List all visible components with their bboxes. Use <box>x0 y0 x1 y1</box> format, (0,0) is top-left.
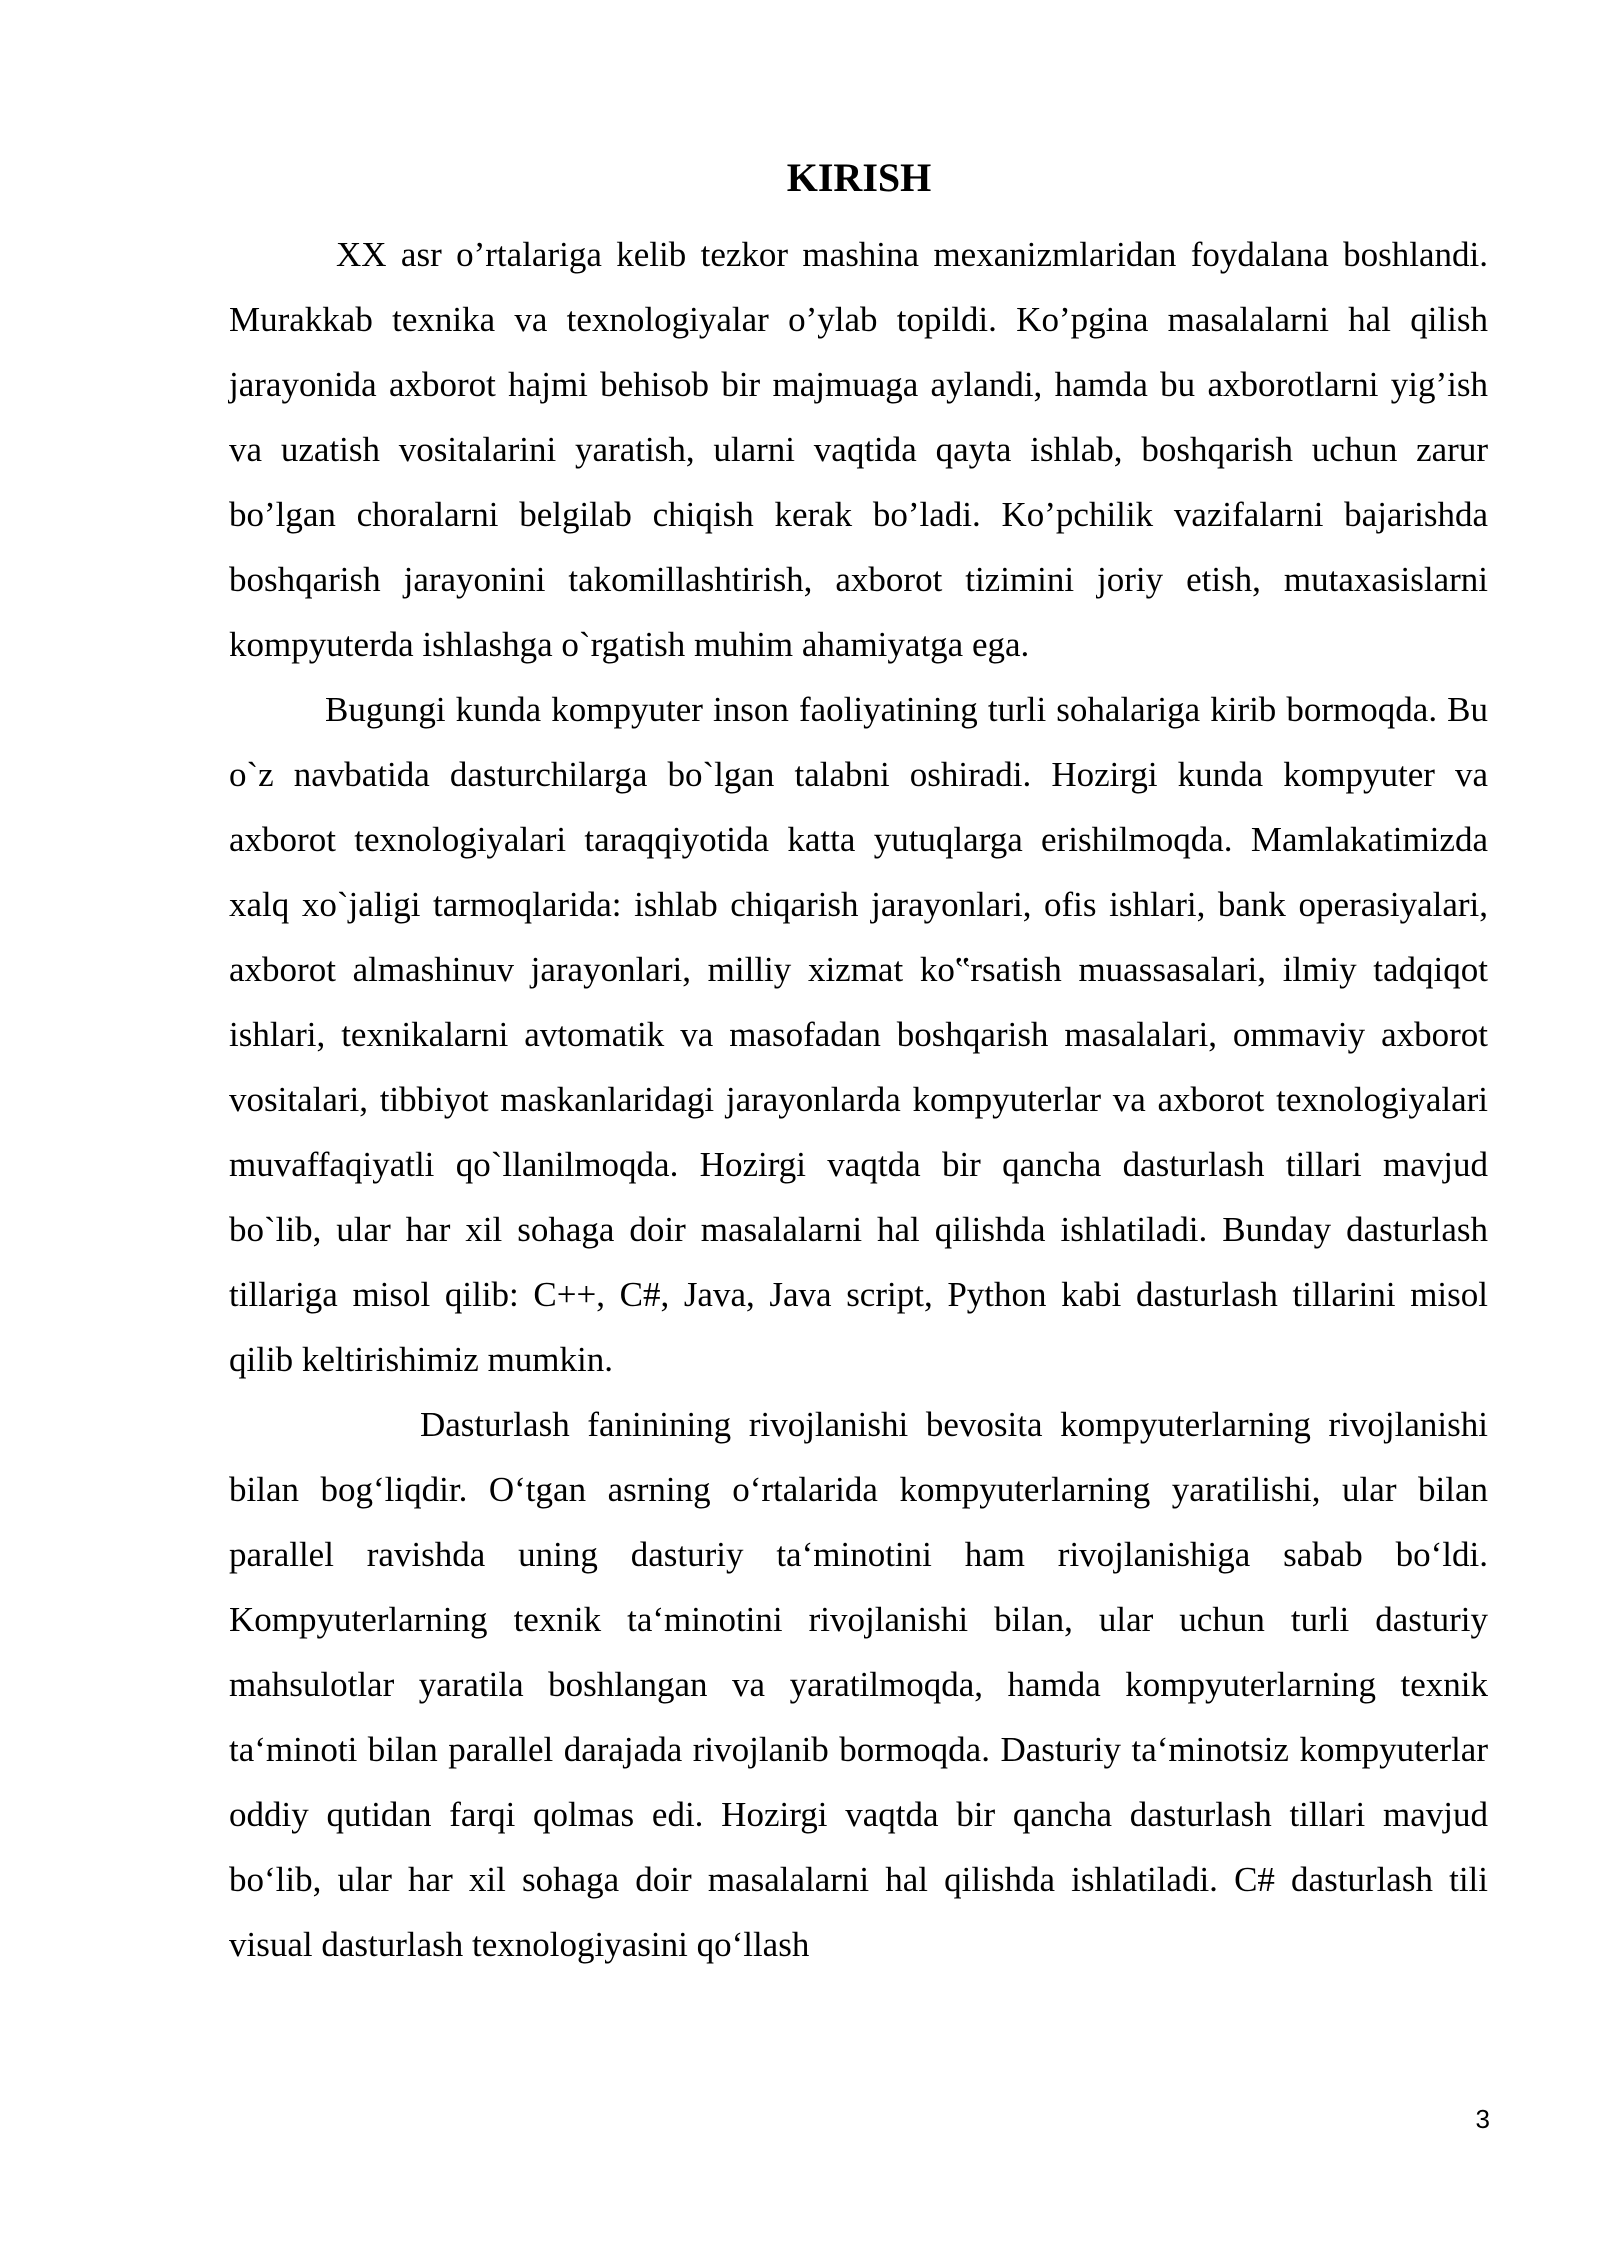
page-number: 3 <box>1475 2104 1490 2134</box>
body-text <box>229 222 1488 1977</box>
page-title: KIRISH <box>786 155 932 200</box>
paragraph-1: XX asr o’rtalariga kelib tezkor mashina mexanizmlaridan foydalana boshlandi. Murakkab texnika va texnologiyalar o’ylab topildi. Ko’pgina masalalarni hal qilish jarayonida axborot hajmi behisob bir majmuaga aylandi, hamda bu axborotlarni yig’ish va uzatish vositalarini yaratish, ularni vaqtida qayta ishlab, boshqarish uchun zarur bo’lgan choralarni belgilab chiqish kerak bo’ladi. Ko’pchilik vazifalarni bajarishda boshqarish jarayonini takomillashtirish, axborot tizimini joriy etish, mutaxasislarni kompyuterda ishlashga o`rgatish muhim ahamiyatga ega. <box>229 235 1488 664</box>
paragraph-2: Bugungi kunda kompyuter inson faoliyatining turli sohalariga kirib bormoqda. Bu o`z navbatida dasturchilarga bo`lgan talabni oshiradi. Hozirgi kunda kompyuter va axborot texnologiyalari taraqqiyotida katta yutuqlarga erishilmoqda. Mamlakatimizda xalq xo`jaligi tarmoqlarida: ishlab chiqarish jarayonlari, ofis ishlari, bank operasiyalari, axborot almashinuv jarayonlari, milliy xizmat ko‟rsatish muassasalari, ilmiy tadqiqot ishlari, texnikalarni avtomatik va masofadan boshqarish masalalari, ommaviy axborot vositalari, tibbiyot maskanlaridagi jarayonlarda kompyuterlar va axborot texnologiyalari muvaffaqiyatli qo`llanilmoqda. Hozirgi vaqtda bir qancha dasturlash tillari mavjud bo`lib, ular har xil sohaga doir masalalarni hal qilishda ishlatiladi. Bunday dasturlash tillariga misol qilib: C++, C#, Java, Java script, Python kabi dasturlash tillarini misol qilib keltirishimiz mumkin. <box>229 690 1488 1379</box>
paragraph-3: Dasturlash faninining rivojlanishi bevosita kompyuterlarning rivojlanishi bilan bog‘liqdir. O‘tgan asrning o‘rtalarida kompyuterlarning yaratilishi, ular bilan parallel ravishda uning dasturiy ta‘minotini ham rivojlanishiga sabab bo‘ldi. Kompyuterlarning texnik ta‘minotini rivojlanishi bilan, ular uchun turli dasturiy mahsulotlar yaratila boshlangan va yaratilmoqda, hamda kompyuterlarning texnik ta‘minoti bilan parallel darajada rivojlanib bormoqda. Dasturiy ta‘minotsiz kompyuterlar oddiy qutidan farqi qolmas edi. Hozirgi vaqtda bir qancha dasturlash tillari mavjud bo‘lib, ular har xil sohaga doir masalalarni hal qilishda ishlatiladi. C# dasturlash tili visual dasturlash texnologiyasini qo‘llash <box>229 1405 1488 1964</box>
